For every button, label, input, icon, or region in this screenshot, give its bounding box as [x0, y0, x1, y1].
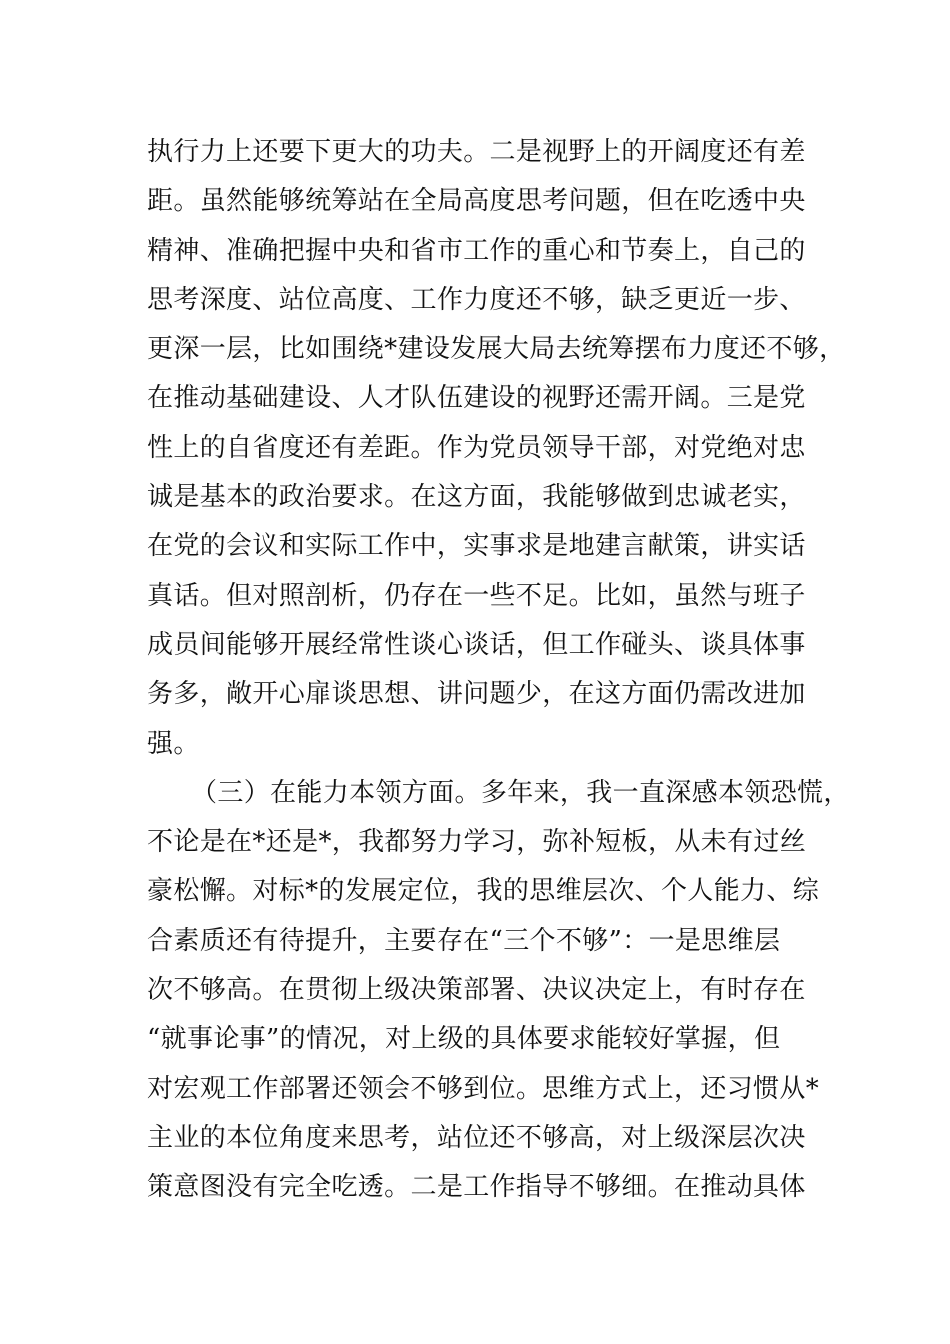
text-line: 不论是在*还是*，我都努力学习，弥补短板，从未有过丝	[147, 827, 807, 858]
text-line: 诚是基本的政治要求。在这方面，我能够做到忠诚老实，	[147, 482, 806, 513]
text-line: 策意图没有完全吃透。二是工作指导不够细。在推动具体	[147, 1172, 806, 1203]
text-line: 更深一层，比如围绕*建设发展大局去统筹摆布力度还不够，	[147, 334, 846, 365]
text-line: “就事论事”的情况，对上级的具体要求能较好掌握，但	[147, 1024, 781, 1055]
text-line: 强。	[147, 728, 200, 759]
text-line: 距。虽然能够统筹站在全局高度思考问题，但在吃透中央	[147, 186, 806, 217]
text-line: 执行力上还要下更大的功夫。二是视野上的开阔度还有差	[147, 137, 806, 167]
text-line: 性上的自省度还有差距。作为党员领导干部，对党绝对忠	[147, 432, 806, 463]
text-line: 在推动基础建设、人才队伍建设的视野还需开阔。三是党	[147, 383, 806, 414]
text-line: 次不够高。在贯彻上级决策部署、决议决定上，有时存在	[147, 975, 806, 1006]
text-line: 豪松懈。对标*的发展定位，我的思维层次、个人能力、综	[147, 876, 820, 907]
document-body	[147, 128, 850, 1213]
text-line: 务多，敞开心扉谈思想、讲问题少，在这方面仍需改进加	[147, 679, 806, 710]
text-line: 思考深度、站位高度、工作力度还不够，缺乏更近一步、	[147, 284, 806, 315]
text-line: 主业的本位角度来思考，站位还不够高，对上级深层次决	[147, 1122, 806, 1153]
text-line: （三）在能力本领方面。多年来，我一直深感本领恐慌，	[191, 777, 850, 808]
text-line: 对宏观工作部署还领会不够到位。思维方式上，还习惯从*	[147, 1073, 820, 1104]
text-line: 精神、准确把握中央和省市工作的重心和节奏上，自己的	[147, 235, 806, 266]
paragraph-1	[147, 128, 846, 769]
paragraph-2	[147, 769, 850, 1213]
text-line: 在党的会议和实际工作中，实事求是地建言献策，讲实话	[147, 531, 806, 562]
text-line: 成员间能够开展经常性谈心谈话，但工作碰头、谈具体事	[147, 629, 806, 660]
text-line: 合素质还有待提升，主要存在“三个不够”：一是思维层	[147, 925, 781, 956]
text-line: 真话。但对照剖析，仍存在一些不足。比如，虽然与班子	[147, 580, 806, 611]
